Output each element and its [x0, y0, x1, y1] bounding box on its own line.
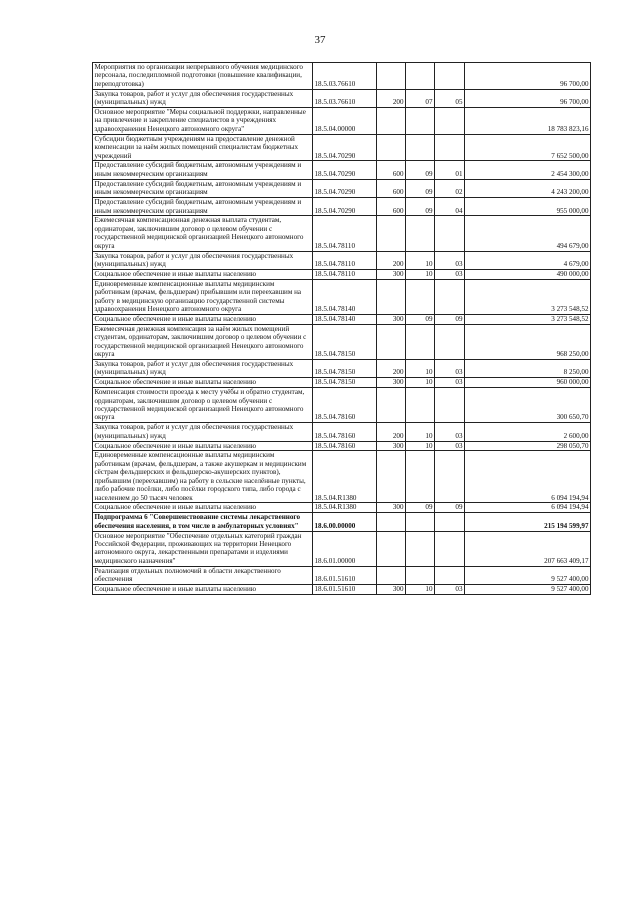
row-code-cell: 18.5.04.70290	[313, 134, 377, 161]
row-amount-cell: 300 650,70	[465, 388, 591, 423]
row-expense-type-cell	[377, 108, 406, 135]
page-number: 37	[314, 34, 326, 46]
row-section-cell: 07	[406, 89, 435, 107]
budget-table-body	[93, 63, 591, 595]
row-amount-cell: 96 700,00	[465, 63, 591, 90]
row-name-cell: Социальное обеспечение и иные выплаты населению	[93, 585, 313, 595]
row-subsection-cell: 01	[435, 161, 465, 179]
row-name-cell: Ежемесячная денежная компенсация за наём жилых помещений студентам, ординаторам, заключившим договор о целевом обучении с государственной медицинской организацией Ненецкого автономного округа	[93, 324, 313, 359]
table-row	[93, 134, 591, 161]
row-expense-type-cell: 200	[377, 359, 406, 377]
row-expense-type-cell	[377, 388, 406, 423]
row-amount-cell: 4 679,00	[465, 251, 591, 269]
row-amount-cell: 207 663 409,17	[465, 531, 591, 566]
row-subsection-cell	[435, 451, 465, 503]
row-section-cell: 10	[406, 423, 435, 441]
row-code-cell: 18.5.04.70290	[313, 161, 377, 179]
row-name-cell: Ежемесячная компенсационная денежная выплата студентам, ординаторам, заключившим договор о целевом обучении с государственной медицинской организацией Ненецкого автономного округа	[93, 216, 313, 251]
row-name-cell: Социальное обеспечение и иные выплаты населению	[93, 441, 313, 451]
row-amount-cell: 2 454 300,00	[465, 161, 591, 179]
row-amount-cell: 968 250,00	[465, 324, 591, 359]
row-amount-cell: 3 273 548,52	[465, 279, 591, 314]
row-code-cell: 18.5.04.00000	[313, 108, 377, 135]
row-section-cell	[406, 513, 435, 531]
row-amount-cell: 2 600,00	[465, 423, 591, 441]
row-subsection-cell: 03	[435, 359, 465, 377]
table-row	[93, 451, 591, 503]
row-name-cell: Предоставление субсидий бюджетным, автономным учреждениям и иным некоммерческим организациям	[93, 161, 313, 179]
row-amount-cell: 7 652 500,00	[465, 134, 591, 161]
row-section-cell: 09	[406, 503, 435, 513]
row-section-cell: 09	[406, 314, 435, 324]
row-expense-type-cell: 600	[377, 198, 406, 216]
row-expense-type-cell	[377, 63, 406, 90]
row-amount-cell: 8 250,00	[465, 359, 591, 377]
row-amount-cell: 490 000,00	[465, 269, 591, 279]
table-row	[93, 513, 591, 531]
table-row	[93, 566, 591, 584]
table-row	[93, 216, 591, 251]
row-section-cell	[406, 566, 435, 584]
table-row	[93, 585, 591, 595]
row-amount-cell: 96 700,00	[465, 89, 591, 107]
row-subsection-cell: 03	[435, 423, 465, 441]
table-row	[93, 279, 591, 314]
row-code-cell: 18.5.04.70290	[313, 198, 377, 216]
row-name-cell: Социальное обеспечение и иные выплаты населению	[93, 269, 313, 279]
row-amount-cell: 18 783 823,16	[465, 108, 591, 135]
row-section-cell: 10	[406, 269, 435, 279]
row-section-cell: 09	[406, 198, 435, 216]
table-row	[93, 503, 591, 513]
row-code-cell: 18.5.04.78150	[313, 378, 377, 388]
table-row	[93, 269, 591, 279]
row-expense-type-cell	[377, 513, 406, 531]
row-section-cell: 10	[406, 585, 435, 595]
row-expense-type-cell	[377, 279, 406, 314]
table-row	[93, 531, 591, 566]
row-subsection-cell	[435, 279, 465, 314]
row-code-cell: 18.5.04.78140	[313, 279, 377, 314]
row-name-cell: Основное мероприятие "Меры социальной поддержки, направленные на привлечение и закрепление специалистов в учреждениях здравоохранения Ненецкого автономного округа"	[93, 108, 313, 135]
row-subsection-cell	[435, 388, 465, 423]
row-code-cell: 18.6.01.51610	[313, 585, 377, 595]
row-section-cell	[406, 216, 435, 251]
row-name-cell: Субсидии бюджетным учреждениям на предоставление денежной компенсации за наём жилых помещений специалистам бюджетных учреждений	[93, 134, 313, 161]
row-amount-cell: 960 000,00	[465, 378, 591, 388]
row-subsection-cell: 02	[435, 179, 465, 197]
row-code-cell: 18.5.04.78160	[313, 441, 377, 451]
row-subsection-cell: 04	[435, 198, 465, 216]
table-row	[93, 179, 591, 197]
row-expense-type-cell: 600	[377, 179, 406, 197]
row-name-cell: Социальное обеспечение и иные выплаты населению	[93, 378, 313, 388]
row-name-cell: Реализация отдельных полномочий в области лекарственного обеспечения	[93, 566, 313, 584]
row-code-cell: 18.5.04.70290	[313, 179, 377, 197]
row-code-cell: 18.5.03.76610	[313, 89, 377, 107]
row-code-cell: 18.5.04.R1380	[313, 451, 377, 503]
row-amount-cell: 6 094 194,94	[465, 503, 591, 513]
table-row	[93, 441, 591, 451]
row-expense-type-cell: 300	[377, 378, 406, 388]
row-code-cell: 18.5.04.78110	[313, 216, 377, 251]
row-subsection-cell	[435, 513, 465, 531]
row-amount-cell: 9 527 400,00	[465, 566, 591, 584]
table-row	[93, 161, 591, 179]
row-expense-type-cell: 300	[377, 503, 406, 513]
table-row	[93, 63, 591, 90]
row-subsection-cell: 03	[435, 251, 465, 269]
row-code-cell: 18.6.01.51610	[313, 566, 377, 584]
table-row	[93, 108, 591, 135]
row-name-cell: Единовременные компенсационные выплаты медицинским работникам (врачам, фельдшерам, а также акушеркам и медицинским сёстрам фельдшерских и фельдшерско-акушерских пунктов), прибывшим (переехавшим) на работу в сельские населённые пункты, либо рабочие посёлки, либо посёлки городского типа, либо города с населением до 50 тысяч человек	[93, 451, 313, 503]
row-section-cell	[406, 63, 435, 90]
row-name-cell: Компенсация стоимости проезда к месту учёбы и обратно студентам, ординаторам, заключившим договор о целевом обучении с государственной медицинской организацией Ненецкого автономного округа	[93, 388, 313, 423]
row-section-cell	[406, 531, 435, 566]
row-name-cell: Социальное обеспечение и иные выплаты населению	[93, 314, 313, 324]
row-expense-type-cell: 300	[377, 314, 406, 324]
row-amount-cell: 9 527 400,00	[465, 585, 591, 595]
row-subsection-cell: 03	[435, 585, 465, 595]
row-section-cell: 10	[406, 359, 435, 377]
row-subsection-cell	[435, 216, 465, 251]
row-subsection-cell	[435, 108, 465, 135]
row-section-cell: 10	[406, 378, 435, 388]
row-code-cell: 18.5.04.78150	[313, 359, 377, 377]
row-expense-type-cell: 300	[377, 441, 406, 451]
row-expense-type-cell: 200	[377, 89, 406, 107]
row-name-cell: Подпрограмма 6 "Совершенствование системы лекарственного обеспечения населения, в том числе в амбулаторных условиях"	[93, 513, 313, 531]
row-amount-cell: 6 094 194,94	[465, 451, 591, 503]
row-section-cell: 10	[406, 251, 435, 269]
row-code-cell: 18.5.04.78110	[313, 251, 377, 269]
row-subsection-cell: 03	[435, 269, 465, 279]
row-subsection-cell: 03	[435, 378, 465, 388]
row-section-cell: 09	[406, 161, 435, 179]
row-section-cell	[406, 451, 435, 503]
table-row	[93, 89, 591, 107]
row-expense-type-cell: 600	[377, 161, 406, 179]
table-row	[93, 378, 591, 388]
row-amount-cell: 955 000,00	[465, 198, 591, 216]
table-row	[93, 324, 591, 359]
table-row	[93, 359, 591, 377]
table-row	[93, 314, 591, 324]
row-code-cell: 18.6.01.00000	[313, 531, 377, 566]
row-code-cell: 18.5.04.78150	[313, 324, 377, 359]
row-subsection-cell: 05	[435, 89, 465, 107]
row-amount-cell: 215 194 599,97	[465, 513, 591, 531]
row-name-cell: Социальное обеспечение и иные выплаты населению	[93, 503, 313, 513]
row-code-cell: 18.5.04.78140	[313, 314, 377, 324]
row-expense-type-cell	[377, 451, 406, 503]
row-section-cell: 10	[406, 441, 435, 451]
row-amount-cell: 4 243 200,00	[465, 179, 591, 197]
row-subsection-cell	[435, 134, 465, 161]
row-code-cell: 18.5.04.78110	[313, 269, 377, 279]
table-row	[93, 423, 591, 441]
row-name-cell: Закупка товаров, работ и услуг для обеспечения государственных (муниципальных) нужд	[93, 423, 313, 441]
row-section-cell	[406, 324, 435, 359]
row-code-cell: 18.6.00.00000	[313, 513, 377, 531]
row-expense-type-cell	[377, 566, 406, 584]
row-name-cell: Закупка товаров, работ и услуг для обеспечения государственных (муниципальных) нужд	[93, 251, 313, 269]
row-code-cell: 18.5.04.78160	[313, 423, 377, 441]
table-row	[93, 388, 591, 423]
row-expense-type-cell	[377, 216, 406, 251]
row-section-cell: 09	[406, 179, 435, 197]
row-section-cell	[406, 279, 435, 314]
row-subsection-cell	[435, 566, 465, 584]
budget-table	[92, 62, 591, 595]
row-name-cell: Предоставление субсидий бюджетным, автономным учреждениям и иным некоммерческим организациям	[93, 179, 313, 197]
row-subsection-cell	[435, 63, 465, 90]
row-expense-type-cell: 200	[377, 251, 406, 269]
row-subsection-cell: 09	[435, 503, 465, 513]
row-code-cell: 18.5.04.78160	[313, 388, 377, 423]
row-expense-type-cell: 300	[377, 269, 406, 279]
row-expense-type-cell: 300	[377, 585, 406, 595]
row-amount-cell: 494 679,00	[465, 216, 591, 251]
row-code-cell: 18.5.04.R1380	[313, 503, 377, 513]
row-expense-type-cell	[377, 134, 406, 161]
row-subsection-cell: 03	[435, 441, 465, 451]
row-subsection-cell	[435, 324, 465, 359]
row-amount-cell: 298 050,70	[465, 441, 591, 451]
row-name-cell: Единовременные компенсационные выплаты медицинским работникам (врачам, фельдшерам) прибывшим или переехавшим на работу в медицинскую организацию государственной системы здравоохранения Ненецкого автономного округа	[93, 279, 313, 314]
row-expense-type-cell: 200	[377, 423, 406, 441]
row-expense-type-cell	[377, 531, 406, 566]
row-section-cell	[406, 388, 435, 423]
row-subsection-cell: 09	[435, 314, 465, 324]
table-row	[93, 198, 591, 216]
row-section-cell	[406, 134, 435, 161]
row-name-cell: Мероприятия по организации непрерывного обучения медицинского персонала, последипломной подготовки (повышение квалификации, переподготовка)	[93, 63, 313, 90]
row-name-cell: Основное мероприятие "Обеспечение отдельных категорий граждан Российской Федерации, проживающих на территории Ненецкого автономного округа, лекарственными препаратами и изделиями медицинского назначения"	[93, 531, 313, 566]
row-name-cell: Закупка товаров, работ и услуг для обеспечения государственных (муниципальных) нужд	[93, 359, 313, 377]
row-amount-cell: 3 273 548,52	[465, 314, 591, 324]
row-section-cell	[406, 108, 435, 135]
row-name-cell: Закупка товаров, работ и услуг для обеспечения государственных (муниципальных) нужд	[93, 89, 313, 107]
row-name-cell: Предоставление субсидий бюджетным, автономным учреждениям и иным некоммерческим организациям	[93, 198, 313, 216]
table-row	[93, 251, 591, 269]
row-code-cell: 18.5.03.76610	[313, 63, 377, 90]
row-subsection-cell	[435, 531, 465, 566]
row-expense-type-cell	[377, 324, 406, 359]
